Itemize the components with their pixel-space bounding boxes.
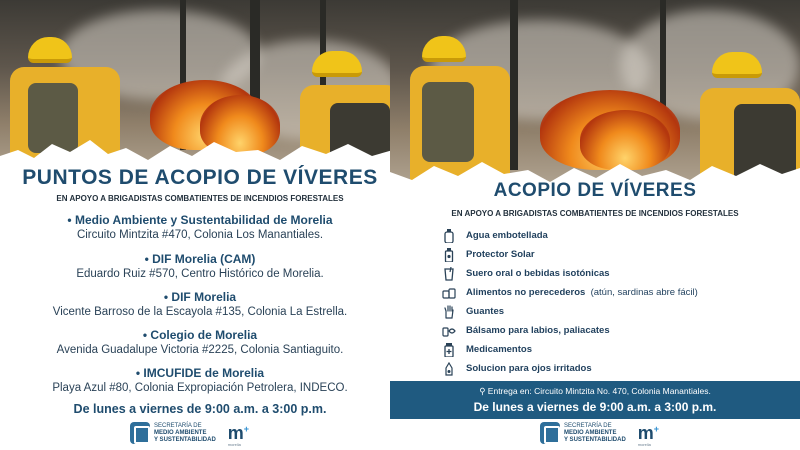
location-name: • DIF Morelia (CAM) [144, 252, 256, 266]
location-item [0, 252, 400, 280]
location-address: Playa Azul #80, Colonia Expropiación Petrolera, INDECO. [52, 382, 348, 394]
item-label: Medicamentos [466, 344, 532, 355]
drink-icon [442, 267, 456, 281]
item-label: Suero oral o bebidas isotónicas [466, 268, 610, 279]
balm-icon [442, 324, 456, 338]
delivery-address: ⚲ Entrega en: Circuito Mintzita No. 470, Colonia Manantiales. [479, 386, 711, 396]
cans-icon [442, 286, 456, 300]
location-pin-icon: ⚲ [479, 386, 486, 396]
item-label: Solucion para ojos irritados [466, 363, 592, 374]
location-name: • Colegio de Morelia [142, 328, 258, 342]
secretaria-logo-text: SECRETARÍA DE MEDIO AMBIENTE Y SUSTENTABILIDAD [564, 422, 626, 443]
government-seal-icon [540, 422, 560, 444]
eye-drops-icon [442, 362, 456, 376]
location-name: • DIF Morelia [163, 290, 237, 304]
page-subtitle: EN APOYO A BRIGADISTAS COMBATIENTES DE INCENDIOS FORESTALES [451, 209, 739, 218]
location-address: Circuito Mintzita #470, Colonia Los Manantiales. [76, 229, 324, 241]
secretaria-logo-text: SECRETARÍA DE MEDIO AMBIENTE Y SUSTENTABILIDAD [154, 422, 216, 443]
location-address: Eduardo Ruiz #570, Centro Histórico de Morelia. [76, 268, 324, 280]
morelia-logo: m+ morelia [637, 422, 660, 447]
government-seal-icon [130, 422, 150, 444]
list-item [442, 321, 782, 340]
schedule-text: De lunes a viernes de 9:00 a.m. a 3:00 p.m. [473, 400, 717, 414]
location-item [0, 366, 400, 394]
schedule-text: De lunes a viernes de 9:00 a.m. a 3:00 p.m. [73, 402, 327, 416]
page-title: PUNTOS DE ACOPIO DE VÍVERES [22, 166, 378, 189]
list-item [442, 283, 782, 302]
sunscreen-icon [442, 248, 456, 262]
item-label: Bálsamo para labios, paliacates [466, 325, 610, 336]
item-label: Alimentos no perecederos (atún, sardinas abre fácil) [466, 287, 698, 298]
location-address: Avenida Guadalupe Victoria #2225, Colonia Santiaguito. [56, 344, 344, 356]
list-item [442, 264, 782, 283]
page-subtitle: EN APOYO A BRIGADISTAS COMBATIENTES DE INCENDIOS FORESTALES [56, 194, 344, 203]
bottle-icon [442, 229, 456, 243]
morelia-logo: m+ morelia [227, 422, 250, 447]
location-item [0, 290, 400, 318]
list-item [442, 226, 782, 245]
medicine-icon [442, 343, 456, 357]
location-item [0, 328, 400, 356]
logos-row [540, 420, 659, 446]
right-poster [390, 0, 800, 450]
list-item [442, 302, 782, 321]
supplies-list [442, 226, 782, 378]
delivery-banner [390, 381, 800, 419]
item-label: Protector Solar [466, 249, 535, 260]
item-label: Guantes [466, 306, 505, 317]
list-item [442, 340, 782, 359]
item-label: Agua embotellada [466, 230, 548, 241]
glove-icon [442, 305, 456, 319]
location-name: • Medio Ambiente y Sustentabilidad de Morelia [67, 213, 333, 227]
list-item [442, 245, 782, 264]
logos-row [130, 420, 249, 446]
location-item [0, 213, 400, 241]
page-title: ACOPIO DE VÍVERES [493, 180, 697, 201]
item-note: (atún, sardinas abre fácil) [590, 287, 698, 298]
list-item [442, 359, 782, 378]
location-address: Vicente Barroso de la Escayola #135, Colonia La Estrella. [52, 306, 348, 318]
location-name: • IMCUFIDE de Morelia [135, 366, 265, 380]
